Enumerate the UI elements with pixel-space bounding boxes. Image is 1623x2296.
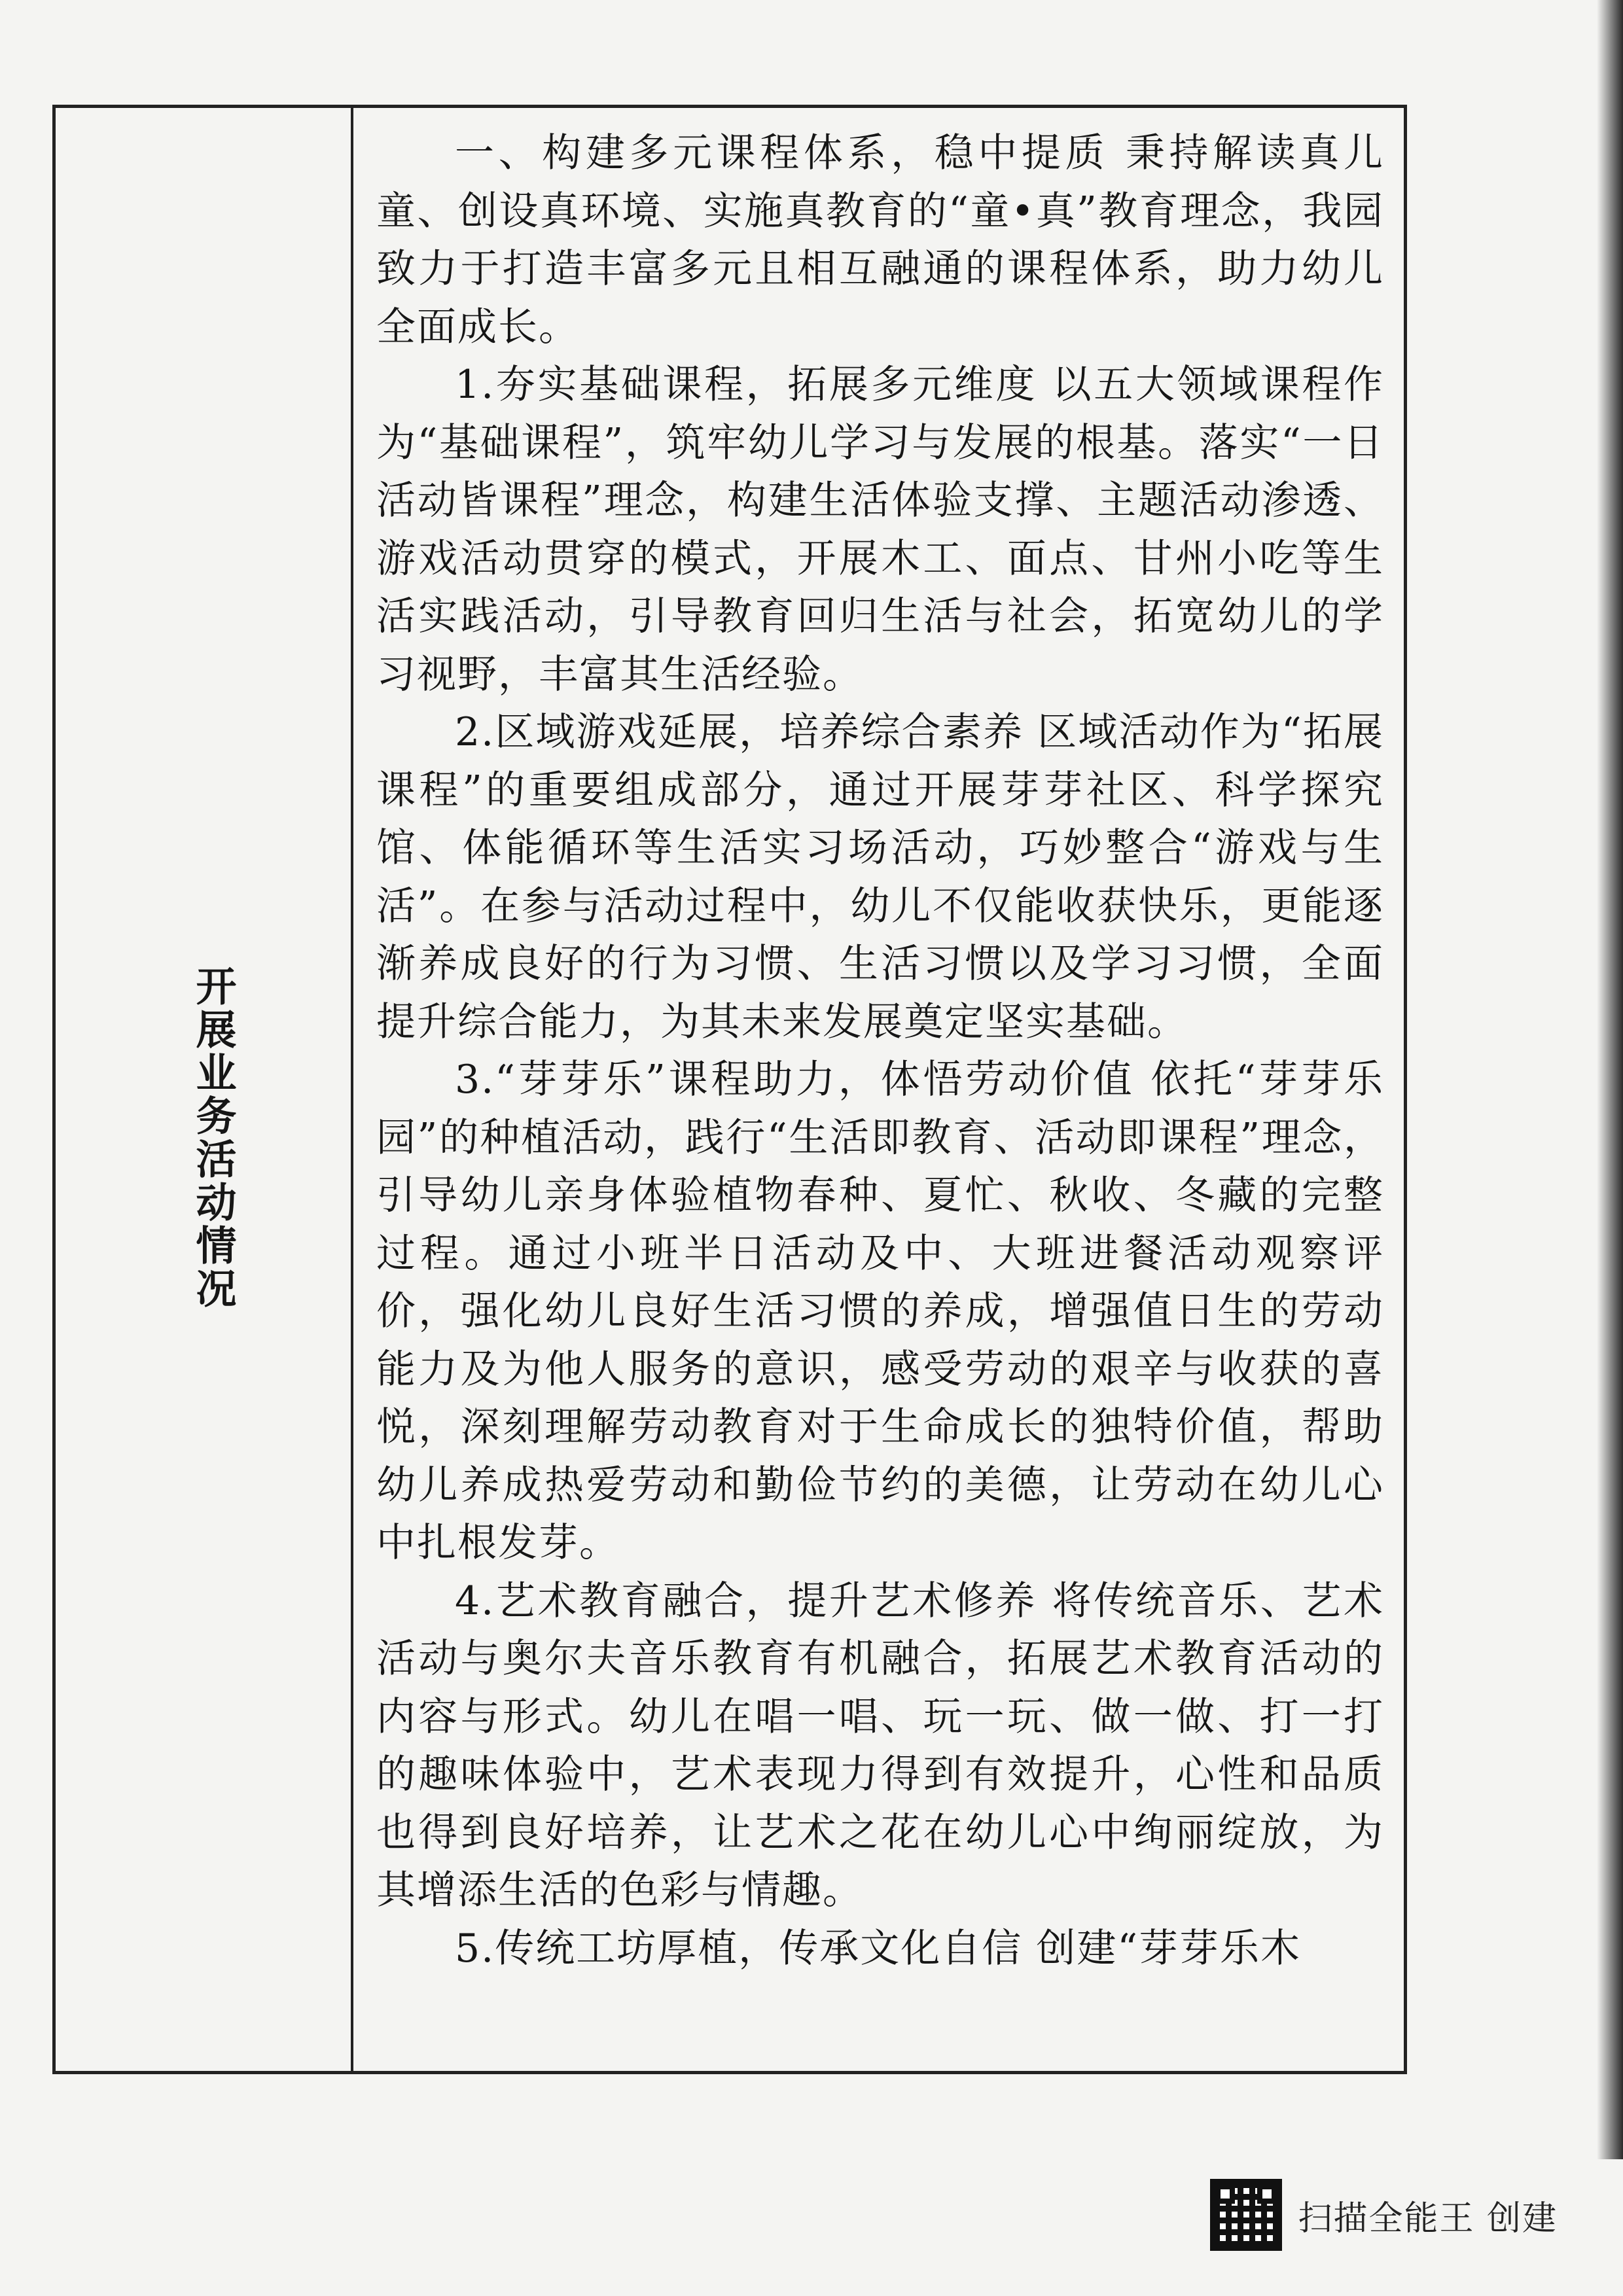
report-table (52, 105, 1407, 2074)
section-label: 开展业务活动情况 (189, 965, 237, 1311)
content-cell (353, 108, 1404, 2071)
paragraph-4: 4.艺术教育融合，提升艺术修养 将传统音乐、艺术活动与奥尔夫音乐教育有机融合，拓展艺术教育活动的内容与形式。幼儿在唱一唱、玩一玩、做一做、打一打的趣味体验中，艺术表现力得到有效提升，心性和品质也得到良好培养，让艺术之花在幼儿心中绚丽绽放，为其增添生活的色彩与情趣。 (376, 1578, 1384, 1913)
scanner-watermark (1210, 2179, 1558, 2251)
paragraph-2: 2.区域游戏延展，培养综合素养 区域活动作为“拓展课程”的重要组成部分，通过开展芽芽社区、科学探究馆、体能循环等生活实习场活动，巧妙整合“游戏与生活”。在参与活动过程中，幼儿不仅能收获快乐，更能逐渐养成良好的行为习惯、生活习惯以及学习习惯，全面提升综合能力，为其未来发展奠定坚实基础。 (376, 709, 1384, 1045)
paragraph-5: 5.传统工坊厚植，传承文化自信 创建“芽芽乐木 (455, 1925, 1301, 1971)
qr-code-icon (1210, 2179, 1282, 2251)
section-label-cell (56, 108, 353, 2071)
watermark-text: 扫描全能王 创建 (1298, 2199, 1558, 2238)
paragraph-3: 3.“芽芽乐”课程助力，体悟劳动价值 依托“芽芽乐园”的种植活动，践行“生活即教育、活动即课程”理念，引导幼儿亲身体验植物春种、夏忙、秋收、冬藏的完整过程。通过小班半日活动及中、大班进餐活动观察评价，强化幼儿良好生活习惯的养成，增强值日生的劳动能力及为他人服务的意识，感受劳动的艰辛与收获的喜悦，深刻理解劳动教育对于生命成长的独特价值，帮助幼儿养成热爱劳动和勤俭节约的美德，让劳动在幼儿心中扎根发芽。 (376, 1057, 1384, 1566)
page-edge-shadow (1597, 0, 1623, 2159)
paragraph-1: 1.夯实基础课程，拓展多元维度 以五大领域课程作为“基础课程”，筑牢幼儿学习与发展的根基。落实“一日活动皆课程”理念，构建生活体验支撑、主题活动渗透、游戏活动贯穿的模式，开展木工、面点、甘州小吃等生活实践活动，引导教育回归生活与社会，拓宽幼儿的学习视野，丰富其生活经验。 (376, 362, 1384, 698)
paragraph-intro: 一、构建多元课程体系，稳中提质 秉持解读真儿童、创设真环境、实施真教育的“童•真”教育理念，我园致力于打造丰富多元且相互融通的课程体系，助力幼儿全面成长。 (376, 130, 1384, 350)
